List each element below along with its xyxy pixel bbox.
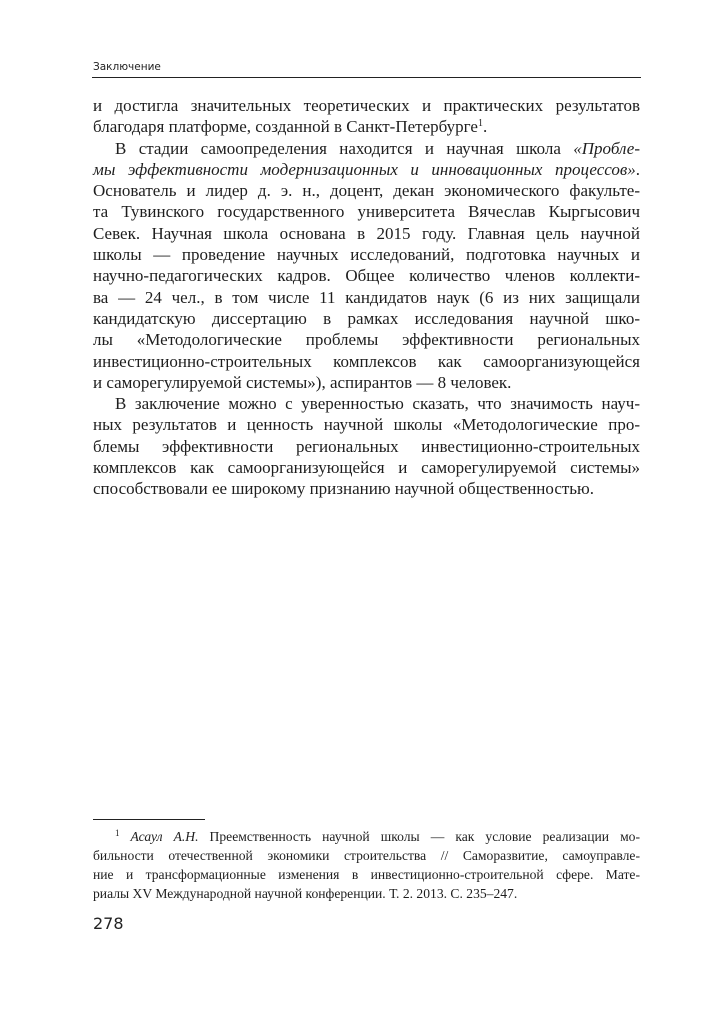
text-line [93,138,640,159]
footnote-line: бильности отечественной экономики строительства // Саморазвитие, самоуправле- [93,848,640,863]
text-line: школы — проведение научных исследований, подготовка научных и [93,245,640,265]
paragraph-2 [93,138,640,394]
footnote-marker: 1 [115,828,120,838]
text-line: ных результатов и ценность научной школы «Методологические про- [93,415,640,435]
text-line: лы «Методологические проблемы эффективности региональных [93,330,640,350]
school-title-italic: мы эффективности модернизационных и инновационных процессов» [93,159,636,179]
text-line: Основатель и лидер д. э. н., доцент, декан экономического факульте- [93,181,640,201]
text-line: та Тувинского государственного университета Вячеслав Кыргысович [93,202,640,222]
text-segment: . [635,159,640,179]
footnote-author: Асаул А.Н. [130,829,199,844]
footnote-ref[interactable]: 1 [477,118,483,130]
text-line: научно-педагогических кадров. Общее количество членов коллекти- [93,266,640,286]
text-line: комплексов как самоорганизующейся и саморегулируемой системы» [93,458,640,478]
header-rule [92,77,641,78]
footnote-1 [93,827,640,903]
paragraph-1 [93,95,640,138]
text-segment: благодаря платформе, созданной в Санкт-Петербурге [93,117,478,137]
page-number: 278 [93,914,124,933]
text-segment: Преемственность научной школы — как условие реализации мо- [198,829,640,844]
footnote-separator [93,819,205,820]
text-line: и достигла значительных теоретических и практических результатов [93,96,640,115]
paragraph-3 [93,393,640,499]
footnote-line [93,827,640,846]
footnote-line: ние и трансформационные изменения в инвестиционно-строительной сфере. Мате- [93,867,640,882]
text-line: В заключение можно с уверенностью сказать, что значимость науч- [115,394,640,414]
text-line [93,116,640,137]
main-text [93,95,640,500]
text-line: ва — 24 чел., в том числе 11 кандидатов наук (6 из них защищали [93,287,640,307]
text-line: Севек. Научная школа основана в 2015 году. Главная цель научной [93,223,640,243]
text-segment: В стадии самоопределения находится и научная школа [115,138,574,158]
text-line: кандидатскую диссертацию в рамках исследования научной шко- [93,308,640,328]
text-line: способствовали ее широкому признанию научной общественностью. [93,479,595,499]
text-line: блемы эффективности региональных инвестиционно-строительных [93,436,640,456]
text-line: инвестиционно-строительных комплексов как самоорганизующейся [93,351,640,371]
text-line [93,159,640,180]
text-segment: . [482,117,488,137]
running-header: Заключение [93,61,161,73]
school-title-italic: «Пробле- [573,138,640,158]
text-line: и саморегулируемой системы»), аспирантов — 8 человек. [93,372,512,392]
footnote-line: риалы XV Международной научной конференции. Т. 2. 2013. С. 235–247. [93,886,518,901]
